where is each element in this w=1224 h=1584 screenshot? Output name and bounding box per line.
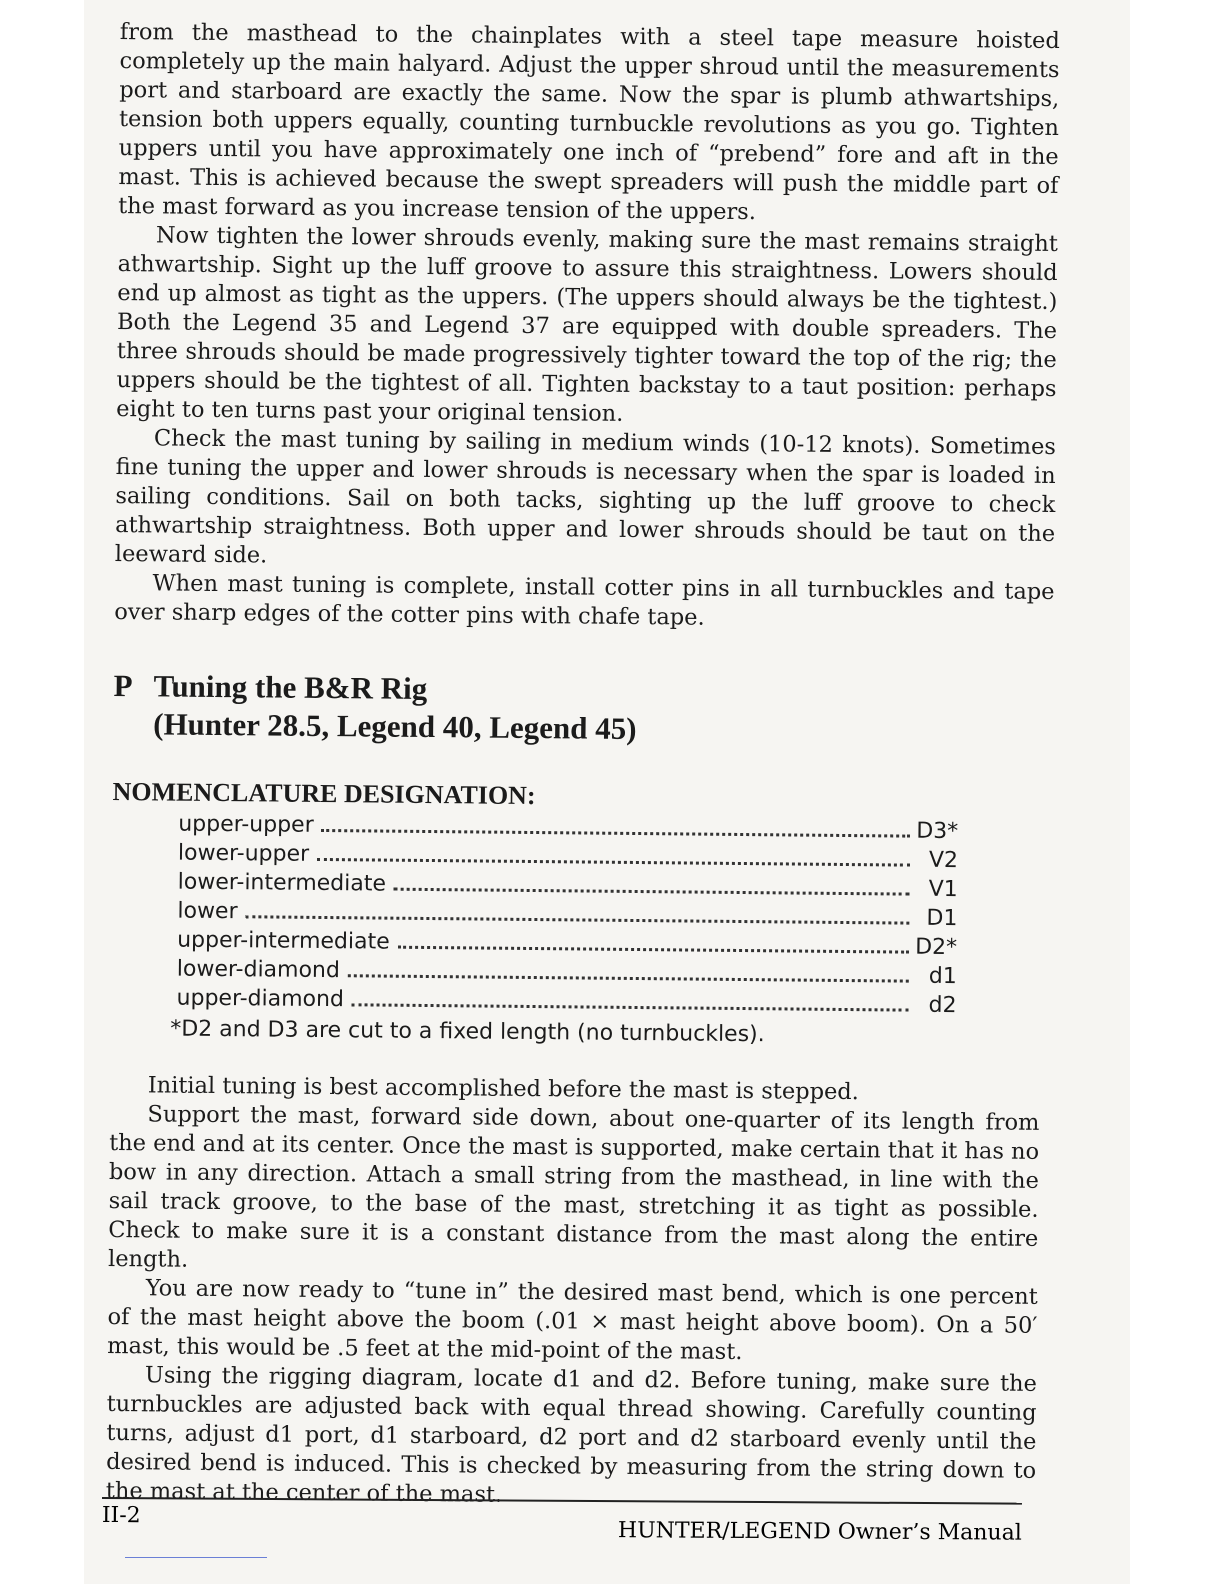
paragraph: When mast tuning is complete, install cotter pins in all turnbuckles and tape over sharp edges of the cotter pins with chafe tape. (114, 570, 1055, 631)
dot-leader (322, 829, 911, 838)
nomenclature-code: d1 (928, 963, 957, 990)
nomenclature-code: D2* (915, 934, 958, 961)
section-subtitle: (Hunter 28.5, Legend 40, Legend 45) (153, 706, 637, 746)
section-title: Tuning the B&R Rig (153, 668, 428, 706)
paragraph: from the masthead to the chainplates with a steel tape measure hoisted completely up the main halyard. Adjust the upper shroud until the measurements port and starboard are exactly the same. Now the spar is plumb athwartships, tension both uppers equally, counting turnbuckle revolutions as you go. Tighten uppers until you have approximately one inch of “prebend” fore and aft in the mast. This is achieved because the swept spreaders will push the middle part of the mast forward as you increase tension of the uppers. (118, 18, 1060, 226)
nomenclature-code: V2 (928, 847, 959, 874)
hyperlink-underline (125, 1557, 267, 1558)
nomenclature-term: lower-diamond (176, 956, 341, 984)
nomenclature-list (110, 811, 958, 1022)
paragraph: Now tighten the lower shrouds evenly, making sure the mast remains straight athwartship. Sight up the luff groove to assure this straightness. Lowers should end up almost as tight as the uppers. (The uppers should always be the tightest.) Both the Legend 35 and Legend 37 are equipped with double spreaders. The three shrouds should be made progressively tighter toward the top of the rig; the uppers should be the tightest of all. Tighten backstay to a taut position: perhaps eight to ten turns past your original tension. (116, 222, 1058, 427)
document-page (84, 0, 1130, 1584)
dot-leader (352, 1003, 909, 1011)
page-content (106, 18, 1060, 1515)
nomenclature-term: lower (177, 898, 238, 925)
nomenclature-term: upper-upper (178, 811, 314, 838)
paragraph: Initial tuning is best accomplished before the mast is stepped. (147, 1072, 860, 1106)
paragraph: Check the mast tuning by sailing in medium winds (10-12 knots). Sometimes fine tuning the upper and lower shrouds is necessary when the spar is loaded in sailing conditions. Sail on both tacks, sighting up the luff groove to check athwartship straightness. Both upper and lower shrouds should be taut on the leeward side. (114, 425, 1057, 569)
nomenclature-code: d2 (928, 992, 957, 1019)
nomenclature-footnote: *D2 and D3 are cut to a fixed length (no turnbuckles). (170, 1016, 765, 1048)
nomenclature-title: NOMENCLATURE DESIGNATION: (112, 776, 536, 811)
dot-leader (317, 858, 910, 867)
nomenclature-term: upper-diamond (176, 985, 345, 1013)
nomenclature-code: D1 (926, 905, 958, 932)
nomenclature-code: V1 (928, 876, 958, 903)
paragraph: Using the rigging diagram, locate d1 and d2. Before tuning, make sure the turnbuckles are adjusted back with equal thread showing. Carefully counting turns, adjust d1 port, d1 starboard, d2 port and d2 starboard evenly until the desired bend is induced. This is checked by measuring from the string down to the mast at the center of the mast. (105, 1362, 1038, 1508)
paragraph: You are now ready to “tune in” the desired mast bend, which is one percent of the mast height above the boom (.01 × mast height above boom). On a 50′ mast, this would be .5 feet at the mid-point of the mast. (107, 1275, 1038, 1366)
section-heading (113, 667, 1054, 752)
nomenclature-term: upper-intermediate (177, 927, 390, 955)
paragraph: Support the mast, forward side down, about one-quarter of its length from the end and at its center. Once the mast is supported, make certain that it has no bow in any direction. Attach a small string from the masthead, in line with the sail track groove, to the base of the mast, stretching it as tight as possible. Check to make sure it is a constant distance from the mast along the entire length. (107, 1101, 1040, 1273)
dot-leader (398, 946, 909, 954)
nomenclature-term: lower-upper (177, 840, 310, 867)
dot-leader (394, 888, 910, 896)
manual-title: HUNTER/LEGEND Owner’s Manual (617, 1518, 1022, 1546)
nomenclature-item (176, 986, 956, 1022)
dot-leader (246, 915, 910, 924)
body-section (106, 1071, 1040, 1515)
nomenclature-term: lower-intermediate (177, 869, 387, 897)
page-number: II-2 (101, 1502, 141, 1529)
section-letter: P (113, 667, 133, 704)
dot-leader (348, 974, 909, 982)
nomenclature-code: D3* (916, 818, 959, 845)
